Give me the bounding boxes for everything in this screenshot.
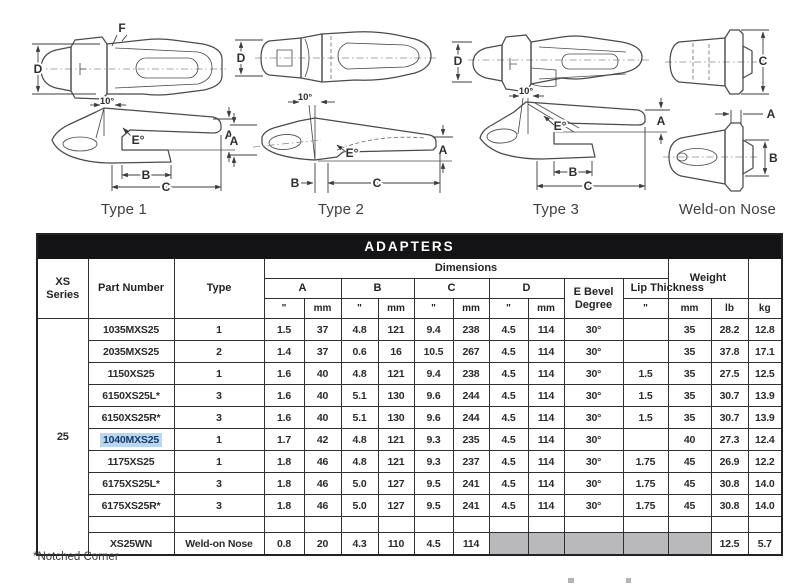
cell-type: 2 [174,341,264,363]
cell-lb: 12.5 [711,533,748,556]
cell-d_mm: 114 [528,385,564,407]
cell-c_mm: 238 [453,363,489,385]
cell-c_in: 9.6 [414,407,453,429]
weld-on-nose-drawing [655,6,800,198]
cell-d_in: 4.5 [489,341,528,363]
cell-lip_in: 1.5 [623,407,668,429]
cell-lip_mm: 35 [668,319,711,341]
cell-kg [748,517,782,533]
dim-label-c: C [161,180,171,194]
cell-type: 3 [174,495,264,517]
cell-lip_in [623,517,668,533]
footnote: *Notched Corner [33,551,119,563]
cell-c_in: 9.4 [414,363,453,385]
dim-label-b: B [290,176,300,190]
header-unit-in: " [414,299,453,319]
cell-e: 30° [564,473,623,495]
figure-caption: Weld-on Nose [678,201,777,218]
xs-series-value: 25 [37,319,88,556]
cell-d_mm: 114 [528,495,564,517]
cell-d_mm: 114 [528,429,564,451]
cell-c_in: 4.5 [414,533,453,556]
cell-lip_mm: 35 [668,341,711,363]
cell-b_in: 4.8 [341,429,378,451]
cell-type: 3 [174,385,264,407]
cell-d_in [489,533,528,556]
cell-e: 30° [564,429,623,451]
cell-type [174,517,264,533]
cell-c_mm: 244 [453,385,489,407]
cell-d_in [489,517,528,533]
cell-type: 3 [174,473,264,495]
cell-lip_mm: 45 [668,495,711,517]
cell-d_mm [528,517,564,533]
cell-a_in: 1.5 [264,319,304,341]
cell-e: 30° [564,385,623,407]
cell-a_mm: 42 [304,429,341,451]
cell-lip_in [623,341,668,363]
cell-a_mm: 20 [304,533,341,556]
cell-lb: 28.2 [711,319,748,341]
cell-b_mm: 16 [378,341,414,363]
cell-part: 2035MXS25 [88,341,174,363]
cell-d_in: 4.5 [489,319,528,341]
cell-a_mm: 37 [304,319,341,341]
cell-d_in: 4.5 [489,385,528,407]
dim-label-e: E° [553,119,567,133]
cell-part: 1150XS25 [88,363,174,385]
cell-lb: 30.8 [711,473,748,495]
cell-e [564,533,623,556]
header-unit-mm: mm [378,299,414,319]
cell-d_mm: 114 [528,473,564,495]
cell-type: 1 [174,363,264,385]
cell-b_mm: 130 [378,385,414,407]
header-unit-in: " [341,299,378,319]
cell-b_in: 5.0 [341,473,378,495]
table-row [37,451,782,473]
angle-label: 10° [99,96,115,107]
figure-caption: Type 2 [317,201,365,218]
cell-type: Weld-on Nose [174,533,264,556]
cell-lip_in: 1.5 [623,363,668,385]
table-row [37,385,782,407]
figure-caption: Type 1 [100,201,148,218]
table-row [37,429,782,451]
cell-b_mm: 121 [378,451,414,473]
cell-part [88,429,174,451]
cell-a_mm: 40 [304,363,341,385]
cell-d_mm: 114 [528,451,564,473]
cell-c_mm: 114 [453,533,489,556]
cell-c_mm: 241 [453,473,489,495]
header-dimensions: Dimensions [264,259,668,279]
cell-lb: 27.3 [711,429,748,451]
cell-a_mm [304,517,341,533]
type-3-drawing [440,6,670,198]
table-row [37,363,782,385]
cell-d_mm [528,533,564,556]
cell-a_in: 1.6 [264,385,304,407]
table-row [37,407,782,429]
dim-label-a: A [438,143,448,157]
dim-label-a: A [766,107,776,121]
cell-type: 1 [174,319,264,341]
header-dim-c: C [414,279,489,299]
cell-lip_in: 1.75 [623,473,668,495]
selected-part-number[interactable]: 1040MXS25 [100,433,162,447]
cell-d_in: 4.5 [489,363,528,385]
cell-b_in: 5.1 [341,385,378,407]
header-unit-mm: mm [304,299,341,319]
cell-a_in: 1.8 [264,473,304,495]
cell-e: 30° [564,407,623,429]
dim-label-d: D [33,62,43,76]
cell-e: 30° [564,363,623,385]
dim-label-b: B [568,165,578,179]
cell-b_in: 0.6 [341,341,378,363]
table-row [37,473,782,495]
cell-b_in: 4.8 [341,319,378,341]
cell-c_mm: 241 [453,495,489,517]
cell-type: 3 [174,407,264,429]
header-part-number: Part Number [88,259,174,319]
cell-lip_in: 1.5 [623,385,668,407]
header-dim-d: D [489,279,564,299]
cell-kg: 14.0 [748,473,782,495]
cell-lip_mm: 35 [668,407,711,429]
cell-b_mm: 121 [378,319,414,341]
cell-e: 30° [564,451,623,473]
cell-b_mm: 121 [378,429,414,451]
cell-c_mm: 244 [453,407,489,429]
dim-label-a-left: A [229,134,239,148]
cell-a_in: 1.4 [264,341,304,363]
dim-label-f: F [118,21,126,35]
cell-part: 6150XS25L* [88,385,174,407]
header-unit-mm: mm [528,299,564,319]
cell-d_in: 4.5 [489,407,528,429]
dim-label-d: D [453,54,463,68]
table-row [37,495,782,517]
cell-e: 30° [564,341,623,363]
table-row [37,341,782,363]
header-weight: Weight [668,259,748,299]
cell-b_in: 4.8 [341,451,378,473]
dim-label-c: C [583,179,593,193]
figure-type-3 [440,6,672,218]
figure-weld-on-nose [655,6,800,218]
header-type: Type [174,259,264,319]
dim-label-c: C [372,176,382,190]
cell-b_mm: 121 [378,363,414,385]
cell-type: 1 [174,429,264,451]
header-e-bevel: E Bevel Degree [564,279,623,319]
cell-b_in: 4.3 [341,533,378,556]
dim-label-d: D [236,51,246,65]
cell-type: 1 [174,451,264,473]
cell-kg: 12.8 [748,319,782,341]
header-dim-a: A [264,279,341,299]
cell-lip_mm [668,517,711,533]
table-row [37,319,782,341]
figure-type-2 [225,6,457,218]
cell-d_mm: 114 [528,407,564,429]
cell-d_mm: 114 [528,341,564,363]
dim-label-a: A [224,128,234,142]
cell-c_in: 10.5 [414,341,453,363]
cell-lip_mm [668,533,711,556]
header-unit-in: " [264,299,304,319]
cell-lip_in [623,429,668,451]
cell-b_mm [378,517,414,533]
cell-lip_mm: 35 [668,385,711,407]
cell-b_in: 4.8 [341,363,378,385]
cell-part: XS25WN [88,533,174,556]
angle-label: 10° [518,86,534,97]
cell-lb: 30.8 [711,495,748,517]
header-lip-thickness: Lip Thickness [623,279,711,299]
dim-label-c: C [758,54,768,68]
cell-c_in [414,517,453,533]
header-unit-mm: mm [453,299,489,319]
cell-c_mm: 235 [453,429,489,451]
cell-part: 1035MXS25 [88,319,174,341]
header-unit-kg: kg [748,299,782,319]
header-unit-lb: lb [711,299,748,319]
cell-c_mm: 237 [453,451,489,473]
cell-d_mm: 114 [528,319,564,341]
figure-type-1 [8,6,240,218]
cell-b_mm: 130 [378,407,414,429]
cell-lip_mm: 35 [668,363,711,385]
cell-lip_in [623,319,668,341]
cell-a_mm: 46 [304,451,341,473]
dim-label-a: A [656,114,666,128]
cell-lip_mm: 45 [668,473,711,495]
adapters-table [36,233,783,556]
cell-part: 1175XS25 [88,451,174,473]
cell-d_in: 4.5 [489,495,528,517]
header-xs-series: XS Series [37,259,88,319]
cell-b_in: 5.0 [341,495,378,517]
cell-a_in [264,517,304,533]
table-title: ADAPTERS [37,234,782,259]
cell-lip_in [623,533,668,556]
cell-lb: 30.7 [711,407,748,429]
cell-lip_in: 1.75 [623,495,668,517]
cell-c_in: 9.5 [414,495,453,517]
header-unit-in: " [623,299,668,319]
cell-kg: 14.0 [748,495,782,517]
cell-lip_in: 1.75 [623,451,668,473]
cell-lb [711,517,748,533]
cell-c_in: 9.3 [414,451,453,473]
cell-c_in: 9.3 [414,429,453,451]
cell-kg: 13.9 [748,385,782,407]
header-dim-b: B [341,279,414,299]
cell-a_mm: 40 [304,407,341,429]
cell-b_mm: 127 [378,495,414,517]
cell-b_in [341,517,378,533]
cell-a_in: 1.6 [264,363,304,385]
header-unit-mm: mm [668,299,711,319]
cell-d_in: 4.5 [489,473,528,495]
cell-b_mm: 127 [378,473,414,495]
cell-e [564,517,623,533]
cell-a_in: 0.8 [264,533,304,556]
header-unit-in: " [489,299,528,319]
cell-kg: 5.7 [748,533,782,556]
spacer-row [37,517,782,533]
figure-caption: Type 3 [532,201,580,218]
cell-c_in: 9.5 [414,473,453,495]
cell-c_mm: 238 [453,319,489,341]
cell-part: 6175XS25R* [88,495,174,517]
table-row [37,533,782,556]
cell-kg: 12.4 [748,429,782,451]
dim-label-b: B [769,151,778,165]
cell-part: 6175XS25L* [88,473,174,495]
cell-a_in: 1.6 [264,407,304,429]
cell-kg: 17.1 [748,341,782,363]
cell-a_mm: 46 [304,473,341,495]
cell-a_mm: 46 [304,495,341,517]
cell-c_mm [453,517,489,533]
cell-lip_mm: 40 [668,429,711,451]
cell-lb: 26.9 [711,451,748,473]
cell-c_in: 9.4 [414,319,453,341]
cell-kg: 13.9 [748,407,782,429]
cell-kg: 12.5 [748,363,782,385]
cell-e: 30° [564,319,623,341]
cell-e: 30° [564,495,623,517]
cell-kg: 12.2 [748,451,782,473]
cell-lip_mm: 45 [668,451,711,473]
cropped-text-artifact [568,578,574,583]
cropped-text-artifact [626,578,631,583]
cell-d_in: 4.5 [489,451,528,473]
cell-a_in: 1.7 [264,429,304,451]
cell-a_mm: 37 [304,341,341,363]
cell-part: 6150XS25R* [88,407,174,429]
cell-lb: 37.8 [711,341,748,363]
angle-label: 10° [297,92,313,103]
dim-label-e: E° [345,146,359,160]
cell-d_mm: 114 [528,363,564,385]
cell-lb: 27.5 [711,363,748,385]
cell-b_mm: 110 [378,533,414,556]
cell-a_mm: 40 [304,385,341,407]
cell-d_in: 4.5 [489,429,528,451]
cell-c_mm: 267 [453,341,489,363]
type-2-drawing [225,6,455,198]
dim-label-e: E° [131,133,145,147]
dim-label-b: B [141,168,151,182]
cell-part [88,517,174,533]
cell-a_in: 1.8 [264,495,304,517]
cell-a_in: 1.8 [264,451,304,473]
cell-b_in: 5.1 [341,407,378,429]
type-1-drawing [8,6,238,198]
cell-lb: 30.7 [711,385,748,407]
cell-c_in: 9.6 [414,385,453,407]
